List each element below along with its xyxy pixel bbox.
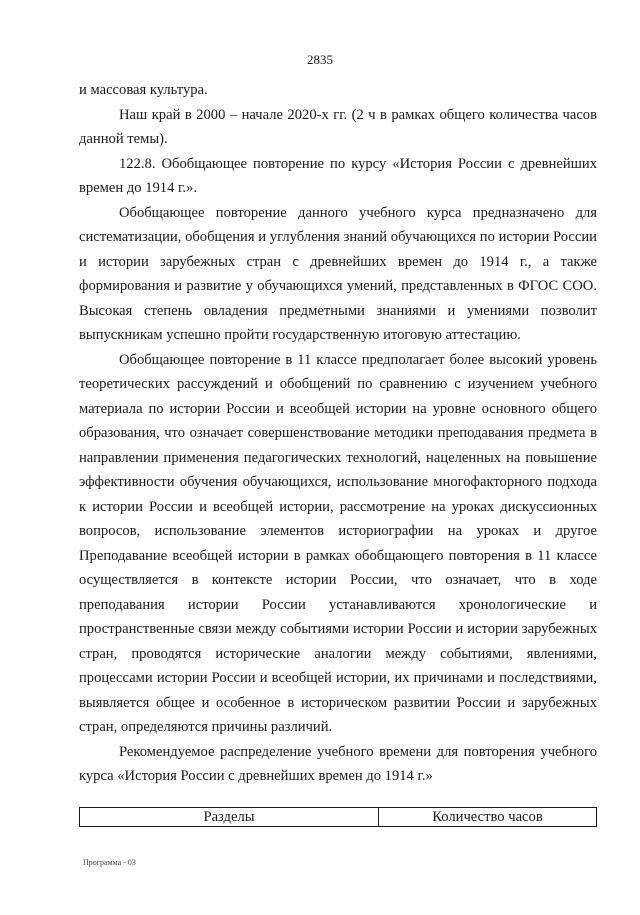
- paragraph: Наш край в 2000 – начале 2020-х гг. (2 ч в рамках общего количества часов данной темы).: [79, 106, 597, 147]
- page-footer: Программа - 03: [83, 858, 136, 867]
- column-header-hours: Количество часов: [379, 808, 597, 827]
- document-body: [79, 78, 597, 789]
- hours-distribution-table: [79, 807, 597, 827]
- section-heading-paragraph: 122.8. Обобщающее повторение по курсу «История России с древнейших времен до 1914 г.».: [79, 155, 597, 196]
- paragraph: Обобщающее повторение данного учебного курса предназначено для систематизации, обобщения и углубления знаний обучающихся по истории России и истории зарубежных стран с древнейших времен до 1914 г., а также формирования и развитие у обучающихся умений, представленных в ФГОС СОО. Высокая степень овладения предметными знаниями и умениями позволит выпускникам успешно пройти государственную итоговую аттестацию.: [79, 204, 597, 343]
- table-caption-paragraph: Рекомендуемое распределение учебного времени для повторения учебного курса «История России с древнейших времен до 1914 г.»: [79, 743, 597, 784]
- paragraph: Обобщающее повторение в 11 классе предполагает более высокий уровень теоретических рассуждений и обобщений по сравнению с изучением учебного материала по истории России и всеобщей истории на уровне основного общего образования, что означает совершенствование методики преподавания предмета в направлении применения педагогических технологий, нацеленных на повышение эффективности обучения обучающихся, использование многофакторного подхода к истории России и всеобщей истории, рассмотрение на уроках дискуссионных вопросов, использование элементов историографии на уроках и другое Преподавание всеобщей истории в рамках обобщающего повторения в 11 классе осуществляется в контексте истории России, что означает, что в ходе преподавания истории России устанавливаются хронологические и пространственные связи между событиями истории России и истории зарубежных стран, проводятся исторические аналогии между событиями, явлениями, процессами истории России и всеобщей истории, их причинами и последствиями, выявляется общее и особенное в историческом развитии России и зарубежных стран, определяются причины различий.: [79, 351, 597, 735]
- table-header-row: [80, 808, 597, 827]
- paragraph: и массовая культура.: [79, 82, 208, 98]
- column-header-sections: Разделы: [80, 808, 379, 827]
- page-number: 2835: [307, 52, 333, 67]
